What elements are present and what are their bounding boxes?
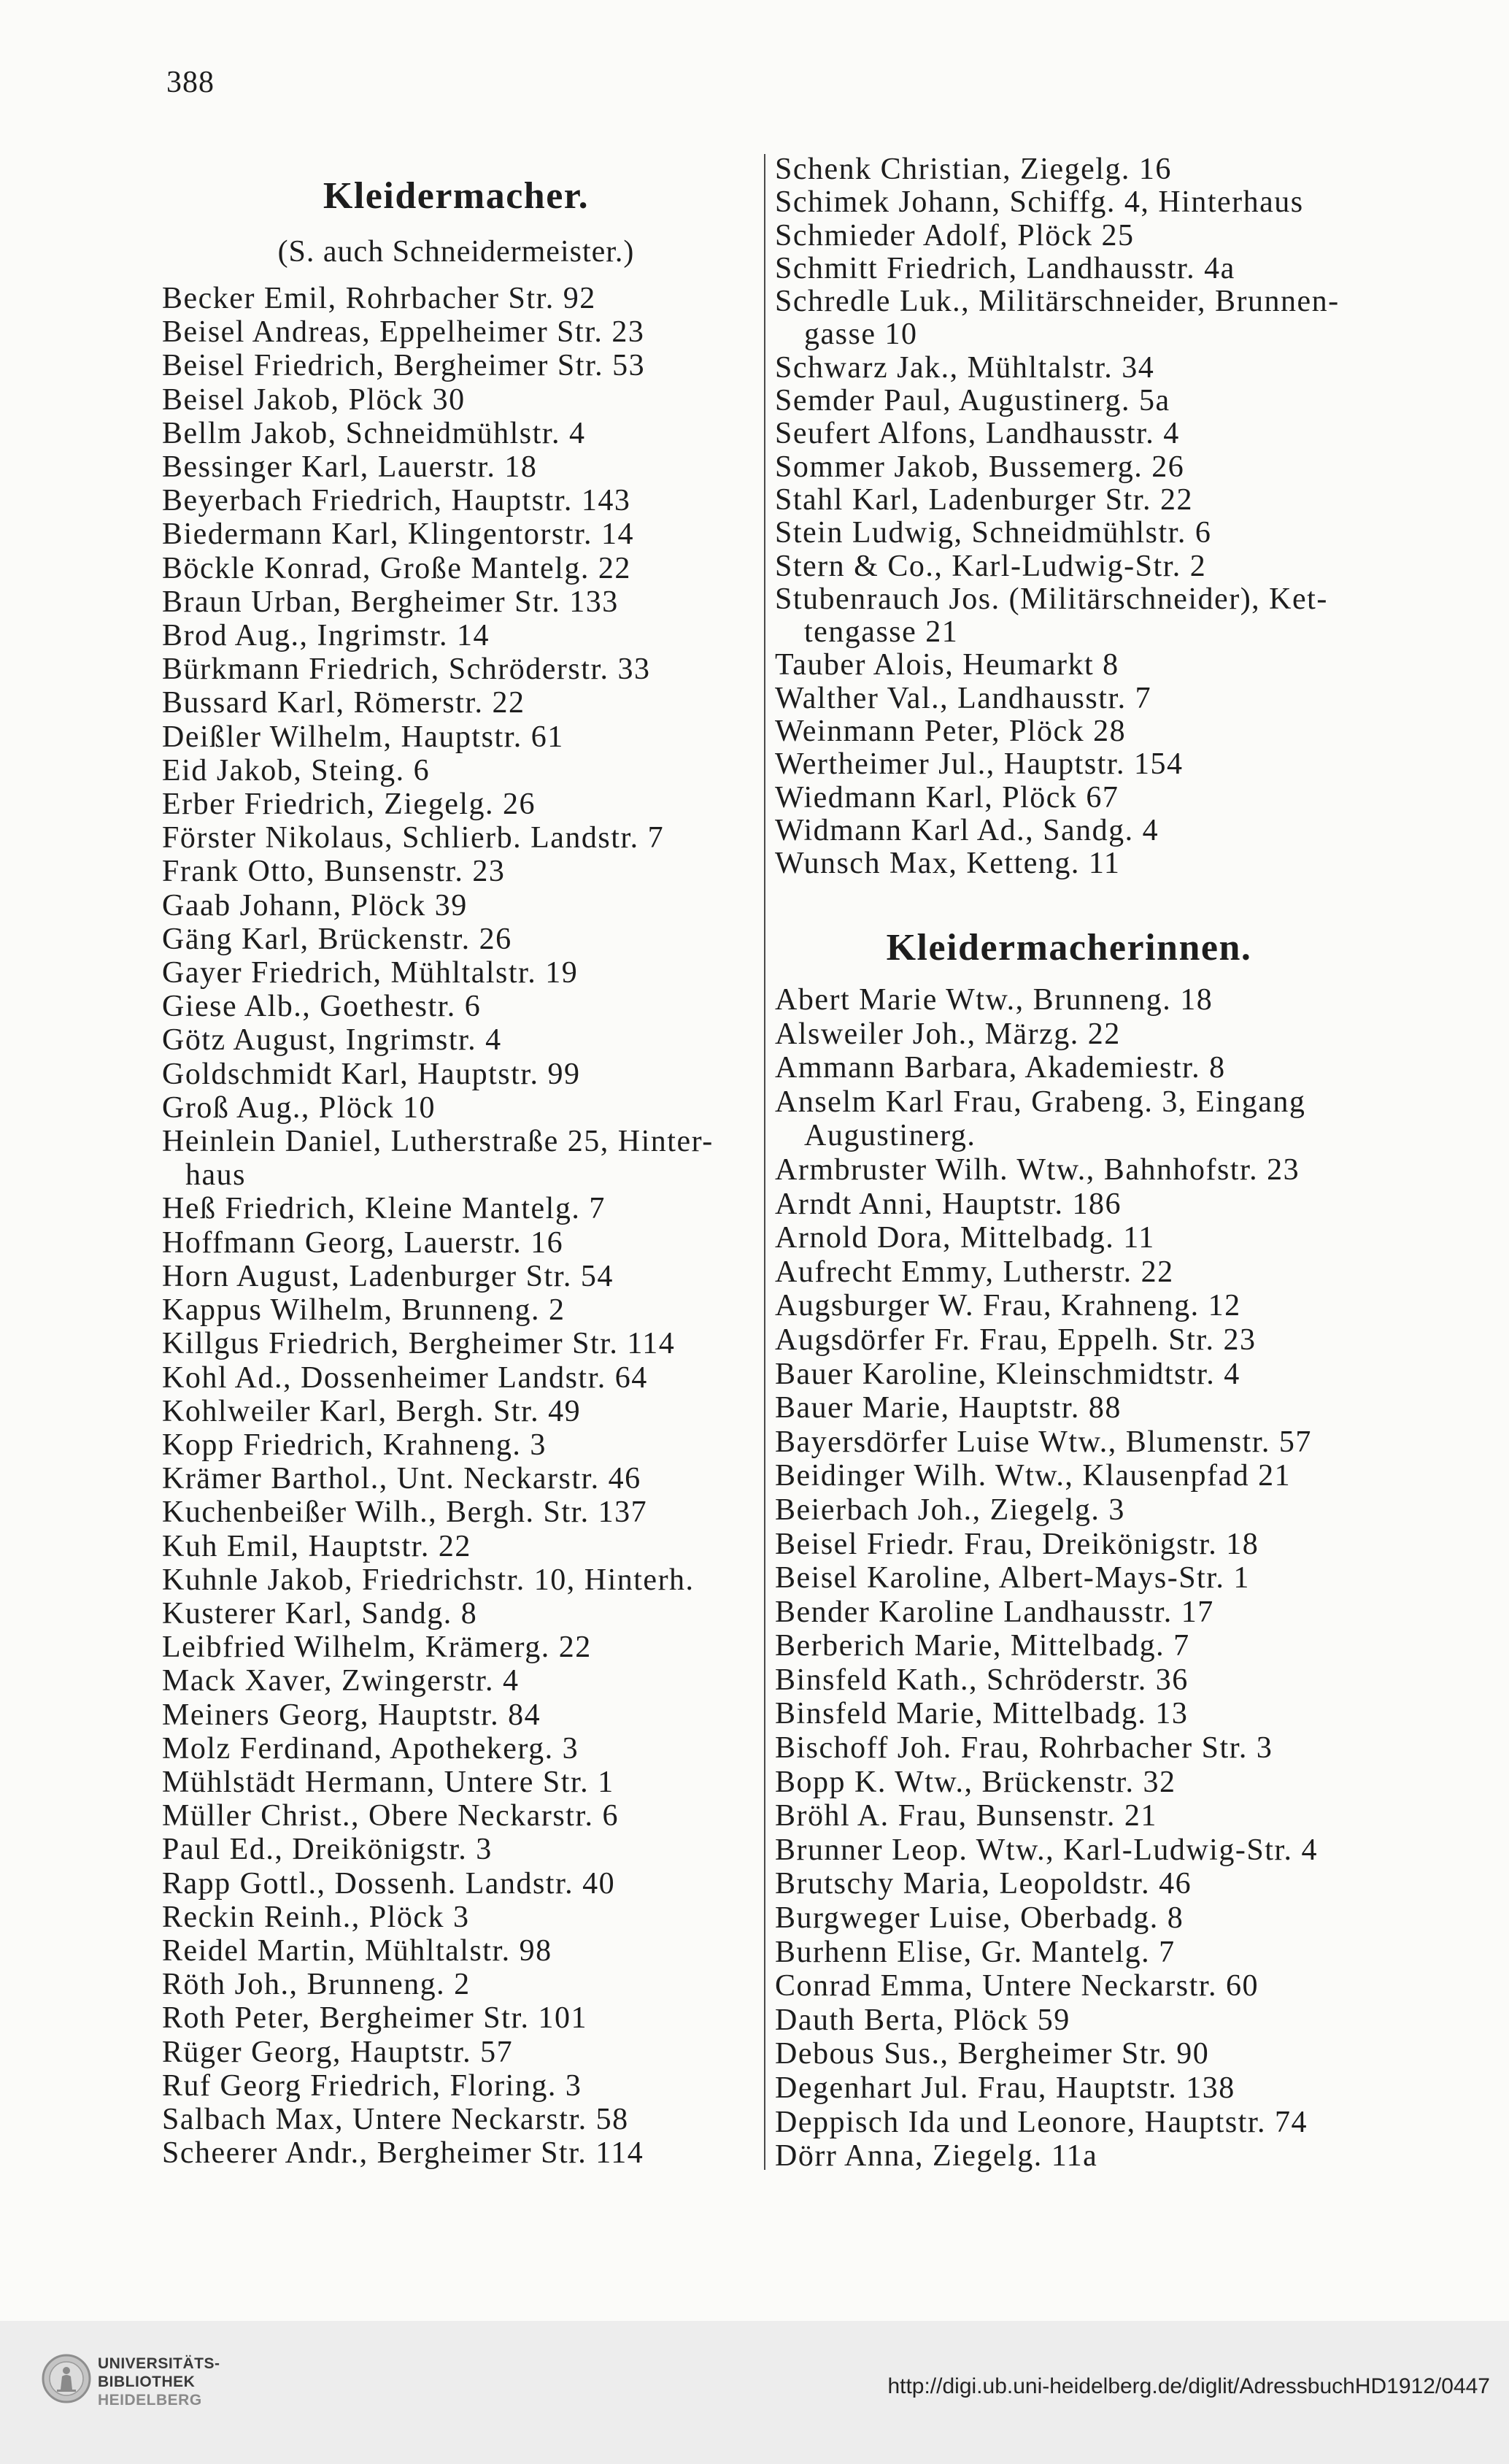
directory-entry: Walther Val., Landhausstr. 7 [775, 681, 1152, 715]
directory-entry: Frank Otto, Bunsenstr. 23 [162, 855, 506, 889]
directory-entry: Böckle Konrad, Große Mantelg. 22 [162, 551, 631, 585]
directory-entry: Weinmann Peter, Plöck 28 [775, 715, 1127, 749]
directory-entry: Bessinger Karl, Lauerstr. 18 [162, 450, 538, 485]
kleidermacher-list-continued [775, 153, 1490, 881]
directory-entry: Kohlweiler Karl, Bergh. Str. 49 [162, 1394, 582, 1428]
directory-entry: Rapp Gottl., Dossenh. Landstr. 40 [162, 1866, 616, 1901]
directory-entry: Salbach Max, Untere Neckarstr. 58 [162, 2102, 629, 2136]
directory-entry: Beisel Karoline, Albert-Mays-Str. 1 [775, 1561, 1250, 1595]
directory-entry: Eid Jakob, Steing. 6 [162, 753, 431, 788]
directory-entry: Mack Xaver, Zwingerstr. 4 [162, 1664, 520, 1698]
directory-entry: Sommer Jakob, Bussemerg. 26 [775, 450, 1185, 484]
directory-entry: Beidinger Wilh. Wtw., Klausenpfad 21 [775, 1459, 1292, 1493]
directory-entry: Binsfeld Kath., Schröderstr. 36 [775, 1663, 1189, 1697]
directory-entry: Anselm Karl Frau, Grabeng. 3, Eingang Augustinerg. [775, 1085, 1306, 1153]
directory-entry: Gaab Johann, Plöck 39 [162, 888, 468, 923]
directory-entry: Rüger Georg, Hauptstr. 57 [162, 2035, 514, 2069]
directory-entry: Dörr Anna, Ziegelg. 11a [775, 2139, 1098, 2174]
directory-entry: Burhenn Elise, Gr. Mantelg. 7 [775, 1935, 1176, 1969]
page-number: 388 [166, 66, 215, 99]
directory-entry: Bayersdörfer Luise Wtw., Blumenstr. 57 [775, 1425, 1312, 1459]
directory-entry: Semder Paul, Augustinerg. 5a [775, 384, 1170, 418]
directory-entry: Kusterer Karl, Sandg. 8 [162, 1596, 478, 1631]
directory-entry: Biedermann Karl, Klingentorstr. 14 [162, 517, 635, 552]
directory-entry: Deppisch Ida und Leonore, Hauptstr. 74 [775, 2105, 1308, 2139]
directory-entry: Kuhnle Jakob, Friedrichstr. 10, Hinterh. [162, 1563, 695, 1597]
directory-entry: Förster Nikolaus, Schlierb. Landstr. 7 [162, 821, 665, 855]
directory-entry: Schenk Christian, Ziegelg. 16 [775, 153, 1172, 186]
directory-entry: Schwarz Jak., Mühltalstr. 34 [775, 350, 1155, 385]
directory-entry: Bürkmann Friedrich, Schröderstr. 33 [162, 652, 651, 687]
directory-entry: Reidel Martin, Mühltalstr. 98 [162, 1933, 552, 1968]
section-heading-kleidermacher: Kleidermacher. [323, 175, 590, 217]
directory-entry: Beierbach Joh., Ziegelg. 3 [775, 1493, 1125, 1527]
directory-entry: Ruf Georg Friedrich, Floring. 3 [162, 2068, 582, 2103]
directory-entry: Augsdörfer Fr. Frau, Eppelh. Str. 23 [775, 1323, 1257, 1357]
kleidermacher-list [162, 282, 750, 2170]
directory-entry: Stahl Karl, Ladenburger Str. 22 [775, 482, 1193, 517]
directory-entry: Krämer Barthol., Unt. Neckarstr. 46 [162, 1462, 641, 1496]
directory-entry: Burgweger Luise, Oberbadg. 8 [775, 1901, 1184, 1936]
directory-entry: Debous Sus., Bergheimer Str. 90 [775, 2037, 1210, 2071]
directory-entry: Mühlstädt Hermann, Untere Str. 1 [162, 1765, 614, 1799]
directory-entry: Wertheimer Jul., Hauptstr. 154 [775, 747, 1184, 782]
library-logo-line: UNIVERSITÄTS- [98, 2355, 220, 2372]
section-heading-kleidermacherinnen: Kleidermacherinnen. [886, 927, 1252, 969]
directory-entry: Hoffmann Georg, Lauerstr. 16 [162, 1225, 564, 1260]
directory-entry: Ammann Barbara, Akademiestr. 8 [775, 1051, 1226, 1085]
directory-entry: Kuh Emil, Hauptstr. 22 [162, 1529, 471, 1563]
directory-entry: Heinlein Daniel, Lutherstraße 25, Hinter- haus [162, 1125, 714, 1193]
directory-entry: Erber Friedrich, Ziegelg. 26 [162, 788, 536, 822]
directory-entry: Widmann Karl Ad., Sandg. 4 [775, 813, 1159, 847]
directory-entry: Bauer Marie, Hauptstr. 88 [775, 1391, 1122, 1425]
directory-entry: Abert Marie Wtw., Brunneng. 18 [775, 983, 1213, 1017]
directory-entry: Bellm Jakob, Schneidmühlstr. 4 [162, 416, 586, 450]
directory-entry: Goldschmidt Karl, Hauptstr. 99 [162, 1057, 581, 1091]
directory-entry: Schredle Luk., Militärschneider, Brunnen- gasse 10 [775, 285, 1340, 352]
directory-entry: Brod Aug., Ingrimstr. 14 [162, 619, 490, 653]
directory-entry: Götz August, Ingrimstr. 4 [162, 1023, 502, 1058]
directory-entry: Armbruster Wilh. Wtw., Bahnhofstr. 23 [775, 1152, 1300, 1187]
directory-entry: Braun Urban, Bergheimer Str. 133 [162, 585, 619, 619]
directory-entry: Stubenrauch Jos. (Militärschneider), Ket- tengasse 21 [775, 582, 1328, 650]
directory-entry: Gäng Karl, Brückenstr. 26 [162, 922, 512, 956]
directory-entry: Beisel Friedrich, Bergheimer Str. 53 [162, 349, 646, 383]
digitization-footer [0, 2321, 1509, 2464]
directory-entry: Beisel Jakob, Plöck 30 [162, 382, 466, 417]
directory-entry: Schimek Johann, Schiffg. 4, Hinterhaus [775, 185, 1304, 220]
directory-entry: Schmitt Friedrich, Landhausstr. 4a [775, 251, 1235, 285]
directory-entry: Giese Alb., Goethestr. 6 [162, 990, 482, 1024]
directory-entry: Arndt Anni, Hauptstr. 186 [775, 1187, 1122, 1221]
directory-entry: Stein Ludwig, Schneidmühlstr. 6 [775, 516, 1212, 550]
directory-entry: Kohl Ad., Dossenheimer Landstr. 64 [162, 1360, 648, 1395]
directory-entry: Brutschy Maria, Leopoldstr. 46 [775, 1867, 1192, 1901]
directory-entry: Wiedmann Karl, Plöck 67 [775, 780, 1119, 815]
section-subheading: (S. auch Schneidermeister.) [277, 235, 635, 269]
directory-entry: Degenhart Jul. Frau, Hauptstr. 138 [775, 2071, 1235, 2105]
directory-entry: Kuchenbeißer Wilh., Bergh. Str. 137 [162, 1495, 648, 1530]
directory-entry: Gayer Friedrich, Mühltalstr. 19 [162, 956, 579, 990]
directory-entry: Bischoff Joh. Frau, Rohrbacher Str. 3 [775, 1731, 1273, 1766]
directory-entry: Tauber Alois, Heumarkt 8 [775, 648, 1119, 682]
library-logo-text [98, 2355, 220, 2409]
directory-entry: Berberich Marie, Mittelbadg. 7 [775, 1629, 1190, 1663]
directory-entry: Stern & Co., Karl-Ludwig-Str. 2 [775, 549, 1207, 583]
directory-entry: Brunner Leop. Wtw., Karl-Ludwig-Str. 4 [775, 1833, 1319, 1867]
university-seal-icon [41, 2353, 92, 2404]
directory-entry: Heß Friedrich, Kleine Mantelg. 7 [162, 1192, 606, 1226]
directory-entry: Bröhl A. Frau, Bunsenstr. 21 [775, 1799, 1157, 1833]
directory-entry: Bauer Karoline, Kleinschmidtstr. 4 [775, 1357, 1240, 1391]
directory-entry: Aufrecht Emmy, Lutherstr. 22 [775, 1255, 1174, 1289]
directory-entry: Paul Ed., Dreikönigstr. 3 [162, 1833, 493, 1867]
directory-entry: Kopp Friedrich, Krahneng. 3 [162, 1428, 547, 1462]
library-logo-line: HEIDELBERG [98, 2392, 202, 2409]
directory-entry: Meiners Georg, Hauptstr. 84 [162, 1698, 541, 1732]
directory-entry: Becker Emil, Rohrbacher Str. 92 [162, 282, 596, 315]
directory-entry: Bussard Karl, Römerstr. 22 [162, 686, 525, 720]
directory-entry: Schmieder Adolf, Plöck 25 [775, 218, 1135, 253]
directory-entry: Röth Joh., Brunneng. 2 [162, 1968, 471, 2002]
directory-entry: Beisel Friedr. Frau, Dreikönigstr. 18 [775, 1527, 1259, 1561]
directory-entry: Reckin Reinh., Plöck 3 [162, 1900, 470, 1934]
directory-entry: Alsweiler Joh., Märzg. 22 [775, 1017, 1121, 1051]
directory-entry: Conrad Emma, Untere Neckarstr. 60 [775, 1969, 1259, 2003]
directory-entry: Wunsch Max, Ketteng. 11 [775, 847, 1121, 881]
kleidermacherinnen-list [775, 983, 1490, 2174]
directory-entry: Horn August, Ladenburger Str. 54 [162, 1259, 614, 1293]
directory-entry: Bopp K. Wtw., Brückenstr. 32 [775, 1765, 1176, 1799]
directory-entry: Seufert Alfons, Landhausstr. 4 [775, 417, 1180, 451]
directory-entry: Roth Peter, Bergheimer Str. 101 [162, 2001, 587, 2036]
directory-entry: Augsburger W. Frau, Krahneng. 12 [775, 1289, 1241, 1323]
directory-entry: Leibfried Wilhelm, Krämerg. 22 [162, 1631, 592, 1665]
column-divider [764, 154, 765, 2170]
directory-entry: Beyerbach Friedrich, Hauptstr. 143 [162, 484, 631, 518]
directory-entry: Binsfeld Marie, Mittelbadg. 13 [775, 1697, 1189, 1731]
directory-entry: Bender Karoline Landhausstr. 17 [775, 1595, 1214, 1629]
directory-entry: Scheerer Andr., Bergheimer Str. 114 [162, 2136, 644, 2171]
directory-entry: Deißler Wilhelm, Hauptstr. 61 [162, 720, 564, 754]
directory-entry: Kappus Wilhelm, Brunneng. 2 [162, 1293, 566, 1328]
directory-entry: Dauth Berta, Plöck 59 [775, 2003, 1070, 2037]
directory-entry: Müller Christ., Obere Neckarstr. 6 [162, 1799, 620, 1833]
source-url[interactable]: http://digi.ub.uni-heidelberg.de/diglit/AdressbuchHD1912/0447 [887, 2374, 1490, 2398]
library-logo-line: BIBLIOTHEK [98, 2373, 196, 2390]
directory-entry: Arnold Dora, Mittelbadg. 11 [775, 1221, 1155, 1255]
directory-entry: Molz Ferdinand, Apothekerg. 3 [162, 1731, 579, 1766]
directory-entry: Beisel Andreas, Eppelheimer Str. 23 [162, 315, 645, 350]
directory-entry: Groß Aug., Plöck 10 [162, 1090, 436, 1125]
directory-entry: Killgus Friedrich, Bergheimer Str. 114 [162, 1327, 676, 1361]
